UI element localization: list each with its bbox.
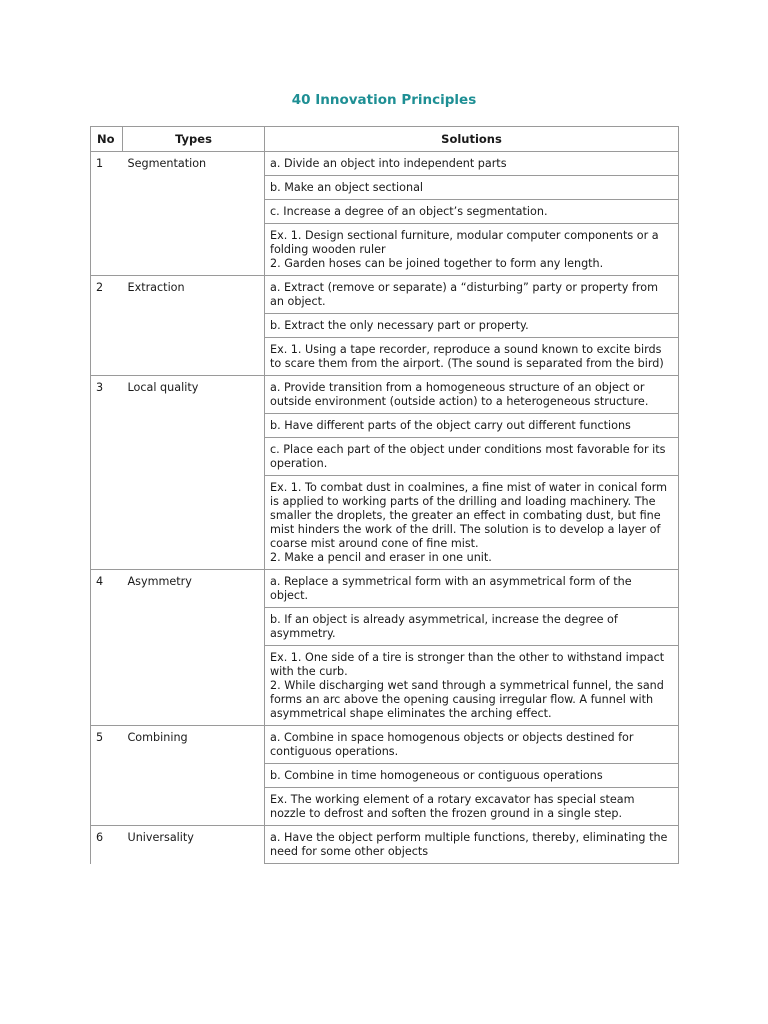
row-number: 3: [91, 376, 123, 570]
document-title: 40 Innovation Principles: [291, 92, 477, 108]
solution-cell: a. Provide transition from a homogeneous structure of an object or outside environment (outside action) to a heterogeneous structure.: [265, 376, 679, 414]
solution-cell: b. Extract the only necessary part or property.: [265, 314, 679, 338]
solution-cell: a. Replace a symmetrical form with an asymmetrical form of the object.: [265, 570, 679, 608]
solution-cell: c. Increase a degree of an object’s segmentation.: [265, 200, 679, 224]
principles-table: [90, 126, 679, 864]
solution-cell: b. Make an object sectional: [265, 176, 679, 200]
header-types: Types: [123, 127, 265, 152]
solution-cell: b. Combine in time homogeneous or contiguous operations: [265, 764, 679, 788]
solution-cell: Ex. The working element of a rotary excavator has special steam nozzle to defrost and soften the frozen ground in a single step.: [265, 788, 679, 826]
solution-cell: Ex. 1. Using a tape recorder, reproduce a sound known to excite birds to scare them from the airport. (The sound is separated from the bird): [265, 338, 679, 376]
solution-cell: a. Have the object perform multiple functions, thereby, eliminating the need for some other objects: [265, 826, 679, 864]
solution-cell: Ex. 1. Design sectional furniture, modular computer components or a folding wooden ruler 2. Garden hoses can be joined together to form any length.: [265, 224, 679, 276]
principle-type: Local quality: [123, 376, 265, 570]
solution-cell: c. Place each part of the object under conditions most favorable for its operation.: [265, 438, 679, 476]
principle-type: Extraction: [123, 276, 265, 376]
solution-cell: b. If an object is already asymmetrical, increase the degree of asymmetry.: [265, 608, 679, 646]
solution-cell: Ex. 1. One side of a tire is stronger than the other to withstand impact with the curb. 2. While discharging wet sand through a symmetrical funnel, the sand forms an arc above the opening causing irregular flow. A funnel with asymmetrical shape eliminates the arching effect.: [265, 646, 679, 726]
solution-cell: a. Combine in space homogenous objects or objects destined for contiguous operations.: [265, 726, 679, 764]
table-row: [91, 826, 679, 864]
row-number: 5: [91, 726, 123, 826]
principle-type: Universality: [123, 826, 265, 864]
principle-type: Combining: [123, 726, 265, 826]
table-row: [91, 376, 679, 414]
row-number: 6: [91, 826, 123, 864]
header-row: [91, 127, 679, 152]
row-number: 1: [91, 152, 123, 276]
row-number: 4: [91, 570, 123, 726]
principle-type: Asymmetry: [123, 570, 265, 726]
row-number: 2: [91, 276, 123, 376]
table-row: [91, 152, 679, 176]
header-solutions: Solutions: [265, 127, 679, 152]
solution-cell: b. Have different parts of the object carry out different functions: [265, 414, 679, 438]
table-row: [91, 276, 679, 314]
solution-cell: Ex. 1. To combat dust in coalmines, a fine mist of water in conical form is applied to working parts of the drilling and loading machinery. The smaller the droplets, the greater an effect in combating dust, but fine mist hinders the work of the drill. The solution is to develop a layer of coarse mist around cone of fine mist. 2. Make a pencil and eraser in one unit.: [265, 476, 679, 570]
table-row: [91, 726, 679, 764]
principle-type: Segmentation: [123, 152, 265, 276]
table-row: [91, 570, 679, 608]
solution-cell: a. Divide an object into independent parts: [265, 152, 679, 176]
solution-cell: a. Extract (remove or separate) a “disturbing” party or property from an object.: [265, 276, 679, 314]
header-no: No: [91, 127, 123, 152]
table-body: [91, 152, 679, 864]
